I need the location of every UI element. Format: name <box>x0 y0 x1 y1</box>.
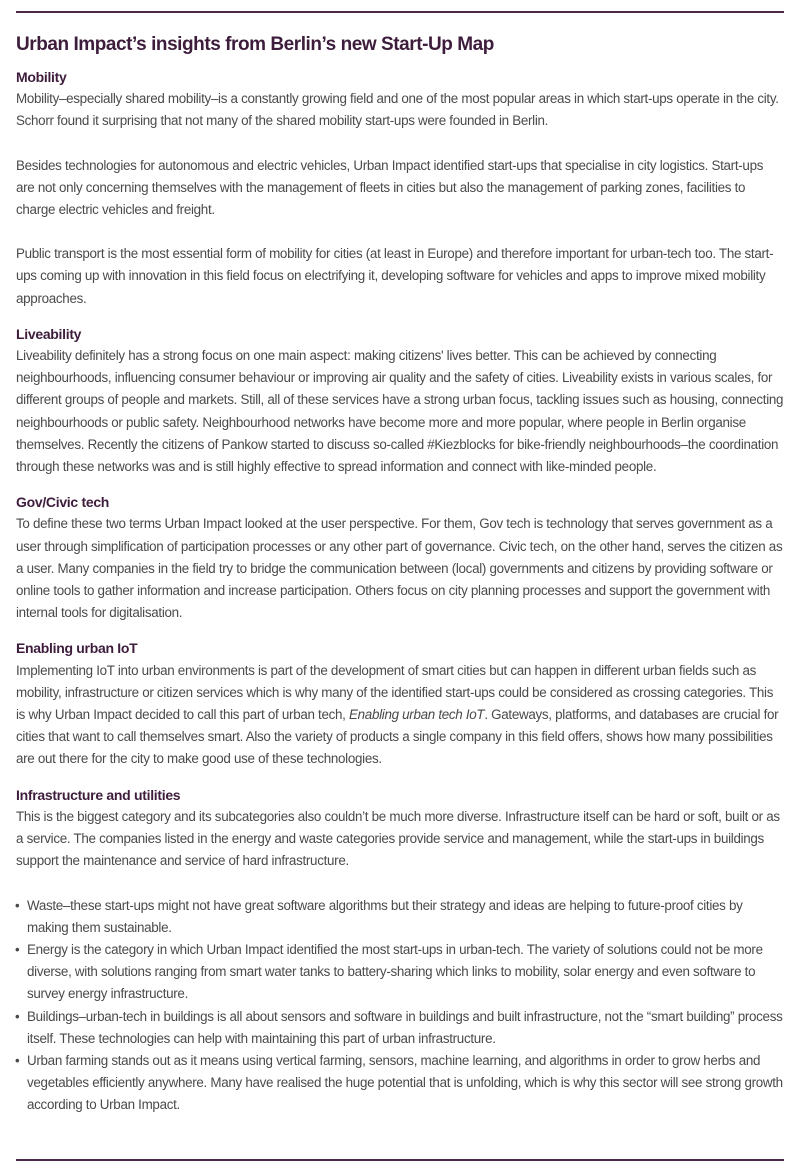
paragraph: Liveability definitely has a strong focus on one main aspect: making citizens' lives better. This can be achieved by connecting neighbourhoods, influencing consumer behaviour or improving air quality and the safety of cities. Liveability exists in various scales, for different groups of people and markets. Still, all of these services have a strong urban focus, tackling issues such as housing, connecting neighbourhoods or public safety. Neighbourhood networks have become more and more popular, where people in Berlin organise themselves. Recently the citizens of Pankow started to discuss so-called #Kiezblocks for bike-friendly neighbourhoods–the coordination through these networks was and is still highly effective to spread information and connect with like-minded people. <box>16 348 784 475</box>
paragraph: This is the biggest category and its subcategories also couldn’t be much more diverse. Infrastructure itself can be hard or soft, built or as a service. The companies listed in the energy and waste categories provide service and management, while the start-ups in buildings support the maintenance and service of hard infrastructure. <box>16 808 780 869</box>
section-gov-civic-tech <box>16 491 784 624</box>
paragraph: Besides technologies for autonomous and electric vehicles, Urban Impact identified start-ups that specialise in city logistics. Start-ups are not only concerning themselves with the management of fleets in cities but also the management of parking zones, facilities to charge electric vehicles and freight. <box>16 157 764 218</box>
list-item: • Waste–these start-ups might not have great software algorithms but their strategy and ideas are helping to future-proof cities by making them sustainable. <box>16 895 784 939</box>
paragraph <box>16 660 784 771</box>
section-heading-enabling-urban-iot: Enabling urban IoT <box>16 640 138 657</box>
paragraph-text: Implementing IoT into urban environments is part of the development of smart cities but can happen in different urban fields such as mobility, infrastructure or citizen services which is why many of the identified start-ups could be considered as crossing categories. This is why Urban Impact decided to call this part of urban tech, <box>16 662 774 723</box>
section-heading-gov-civic-tech: Gov/Civic tech <box>16 494 110 511</box>
section-liveability <box>16 323 784 478</box>
emphasized-term: Enabling urban tech IoT <box>349 707 485 723</box>
paragraph: To define these two terms Urban Impact looked at the user perspective. For them, Gov tech is technology that serves government as a user through simplification of participation processes or any other part of governance. Civic tech, on the other hand, serves the citizen as a user. Many companies in the field try to bridge the communication between (local) governments and citizens by providing software or online tools to gather information and increase participation. Others focus on city planning processes and support the government with internal tools for digitalisation. <box>16 516 783 621</box>
section-infrastructure-utilities <box>16 784 784 1117</box>
list-item: • Urban farming stands out as it means using vertical farming, sensors, machine learning, and algorithms in order to grow herbs and vegetables efficiently anywhere. Many have realised the huge potential that is unfolding, which is why this sector will see strong growth according to Urban Impact. <box>16 1050 784 1117</box>
section-heading-mobility: Mobility <box>16 69 67 85</box>
page-title: Urban Impact’s insights from Berlin’s new Start-Up Map <box>16 33 494 55</box>
section-heading-liveability: Liveability <box>16 325 82 342</box>
article-page <box>16 0 784 1173</box>
article-body <box>16 66 784 1130</box>
bullet-list <box>16 895 784 1117</box>
section-enabling-urban-iot <box>16 637 784 770</box>
bottom-divider <box>16 1159 784 1161</box>
list-item: • Energy is the category in which Urban Impact identified the most start-ups in urban-tech. The variety of solutions could not be more diverse, with solutions ranging from smart water tanks to battery-sharing which links to mobility, solar energy and even software to survey energy infrastructure. <box>16 939 784 1006</box>
paragraph: Mobility–especially shared mobility–is a constantly growing field and one of the most popular areas in which start-ups operate in the city. Schorr found it surprising that not many of the shared mobility start-ups were founded in Berlin. <box>16 91 779 129</box>
top-divider <box>16 11 784 13</box>
section-mobility <box>16 66 784 310</box>
list-item: • Buildings–urban-tech in buildings is all about sensors and software in buildings and built infrastructure, not the “smart building” process itself. These technologies can help with maintaining this part of urban infrastructure. <box>16 1006 784 1050</box>
paragraph-text: . Gateways, platforms, and databases are crucial for cities that want to call themselves smart. Also the variety of products a single company in this field offers, shows how many possibilities are out there for the city to make good use of these technologies. <box>16 707 779 767</box>
paragraph: Public transport is the most essential form of mobility for cities (at least in Europe) and therefore important for urban-tech too. The start-ups coming up with innovation in this field focus on electrifying it, developing software for vehicles and apps to improve mixed mobility approaches. <box>16 246 774 306</box>
section-heading-infrastructure-utilities: Infrastructure and utilities <box>16 786 181 803</box>
